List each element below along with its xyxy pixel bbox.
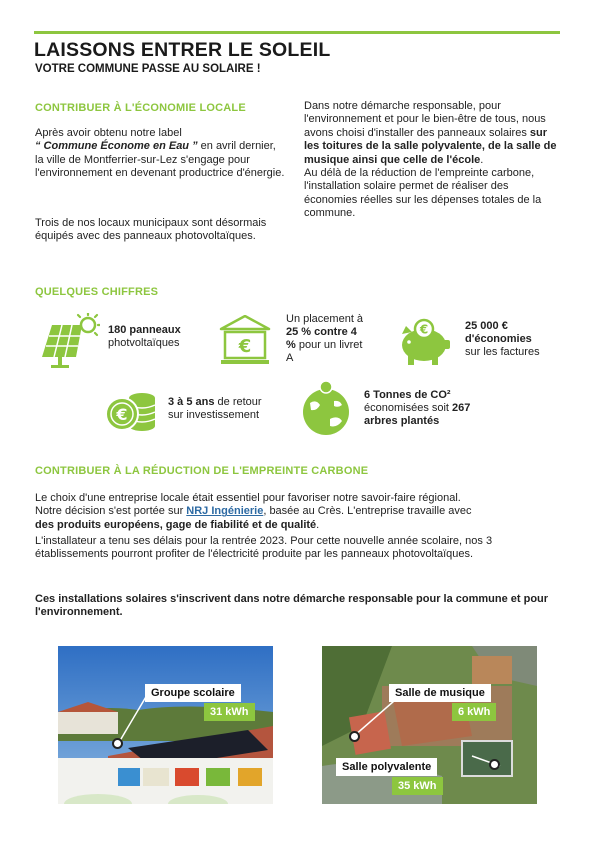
poly-kwh: 35 kWh <box>392 777 443 795</box>
coin-stack-icon <box>104 390 158 434</box>
school-photo <box>58 646 273 804</box>
music-pin <box>349 731 360 742</box>
bank-euro-icon <box>219 315 271 365</box>
stat-panels: 180 panneaux photvoltaïques <box>108 324 181 349</box>
top-rule <box>34 31 560 34</box>
school-kwh: 31 kWh <box>204 703 255 721</box>
school-label: Groupe scolaire <box>145 684 241 702</box>
paragraph-equipped: Trois de nos locaux municipaux sont désormais équipés avec des panneaux photovoltaïques. <box>35 217 267 243</box>
nrj-link[interactable]: NRJ Ingénierie <box>186 505 264 518</box>
music-kwh: 6 kWh <box>452 703 496 721</box>
section-heading-figures: QUELQUES CHIFFRES <box>35 286 159 298</box>
svg-text:€: € <box>419 322 429 337</box>
solar-panel-icon <box>38 313 100 369</box>
aerial-photo <box>322 646 537 804</box>
music-label: Salle de musique <box>389 684 491 702</box>
section-heading-local-economy: CONTRIBUER À L'ÉCONOMIE LOCALE <box>35 102 246 114</box>
section-heading-carbon: CONTRIBUER À LA RÉDUCTION DE L'EMPREINTE CARBONE <box>35 465 369 477</box>
stat-investment: Un placement à 25 % contre 4 % pour un livret A <box>286 313 364 364</box>
school-pin <box>112 738 123 749</box>
school-photo-illustration <box>58 646 273 804</box>
page-subtitle: VOTRE COMMUNE PASSE AU SOLAIRE ! <box>35 63 261 75</box>
poly-label: Salle polyvalente <box>336 758 437 776</box>
label-name: “ Commune Économe en Eau ” <box>35 140 198 153</box>
stat-return: 3 à 5 ans de retour sur investissement <box>168 396 262 421</box>
paragraph-installer: L'installateur a tenu ses délais pour la rentrée 2023. Pour cette nouvelle année scolaire, nos 3 établissements pourront profiter de l'électricité produite par les panneaux photovoltaïques. <box>35 535 493 561</box>
poly-pin <box>489 759 500 770</box>
paragraph-local-company: Le choix d'une entreprise locale était essentiel pour favoriser notre savoir-faire régional. Notre décision s'est portée sur NRJ Ingénierie, basée au Crès. L'entreprise travaille avec des produits européens, gage de fiabilité et de qualité. <box>35 492 472 531</box>
svg-text:€: € <box>238 336 252 357</box>
paragraph-approach: Dans notre démarche responsable, pour l'environnement et pour le bien-être de tous, nous avons choisi d'installer des panneaux solaires sur les toitures de la salle polyvalente, de la salle de musique ainsi que celle de l'école. Au délà de la réduction de l'empreinte carbone, l'installation solaire permet de réaliser des économies réelles sur les dépenses totales de la commune. <box>304 100 557 220</box>
globe-tree-icon <box>300 381 352 437</box>
paragraph-label: Après avoir obtenu notre label “ Commune Économe en Eau ” en avril dernier, la ville de Montferrier-sur-Lez s'engage pour l'environnement en devenant productrice d'énergie. <box>35 127 285 180</box>
piggy-bank-icon <box>392 318 456 366</box>
svg-text:€: € <box>116 405 128 424</box>
page-title: LAISSONS ENTRER LE SOLEIL <box>34 39 331 61</box>
paragraph-conclusion: Ces installations solaires s'inscrivent dans notre démarche responsable pour la commune et pour l'environnement. <box>35 593 549 619</box>
stat-savings: 25 000 € d'économies sur les factures <box>465 320 540 358</box>
stat-co2: 6 Tonnes de CO² économisées soit 267 arbres plantés <box>364 389 471 427</box>
